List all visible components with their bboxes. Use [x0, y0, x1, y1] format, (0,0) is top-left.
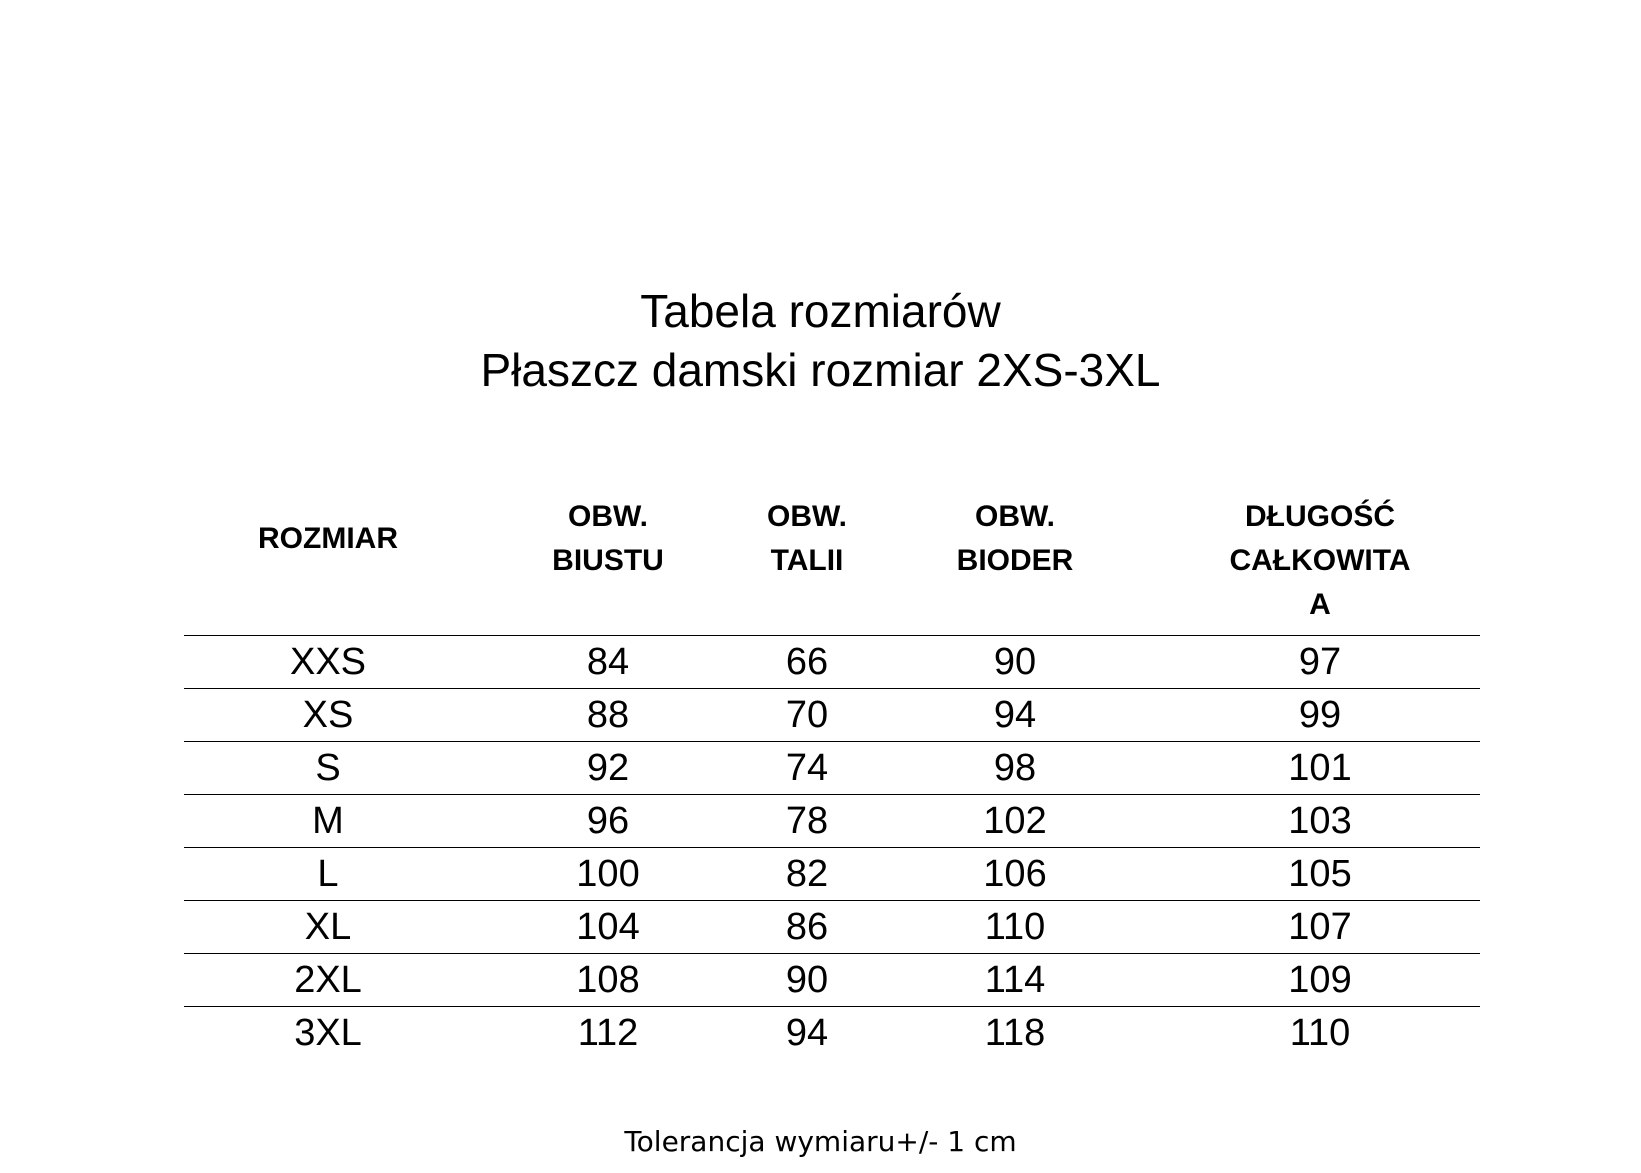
cell-waist: 82	[744, 848, 870, 901]
cell-length: 107	[1160, 901, 1480, 954]
header-line: OBW.	[767, 500, 847, 533]
cell-length: 105	[1160, 848, 1480, 901]
table-row	[184, 901, 1480, 954]
tolerance-note: Tolerancja wymiaru+/- 1 cm	[624, 1125, 1017, 1158]
cell-bust: 112	[577, 1012, 639, 1054]
cell-bust: 92	[472, 742, 744, 795]
table-row	[184, 795, 1480, 848]
cell-size: L	[184, 848, 472, 901]
cell-length: 97	[1160, 636, 1480, 689]
cell-waist: 70	[744, 689, 870, 742]
table-row	[184, 636, 1480, 689]
header-dlugosc-calkowita	[1160, 495, 1480, 636]
cell-size: XS	[184, 689, 472, 742]
header-line: A	[1309, 588, 1331, 621]
cell-bust: 104	[472, 901, 744, 954]
cell-size: M	[184, 795, 472, 848]
page-subtitle: Płaszcz damski rozmiar 2XS-3XL	[480, 344, 1161, 396]
header-obw-biustu	[472, 495, 744, 636]
cell-length: 110	[1289, 1012, 1351, 1054]
header-line: BIODER	[956, 544, 1074, 577]
cell-hips: 110	[870, 901, 1160, 954]
table-row	[184, 954, 1480, 1007]
cell-bust: 100	[472, 848, 744, 901]
cell-bust: 108	[472, 954, 744, 1007]
table-row	[184, 848, 1480, 901]
cell-size: XL	[184, 901, 472, 954]
header-rozmiar	[184, 495, 472, 636]
cell-waist: 74	[744, 742, 870, 795]
cell-waist: 66	[744, 636, 870, 689]
cell-waist: 78	[744, 795, 870, 848]
cell-waist: 94	[785, 1012, 829, 1054]
table-row	[184, 1007, 1480, 1060]
cell-length: 103	[1160, 795, 1480, 848]
cell-length: 109	[1160, 954, 1480, 1007]
size-table	[184, 495, 1480, 1059]
cell-hips: 114	[870, 954, 1160, 1007]
cell-hips: 118	[984, 1012, 1046, 1054]
cell-size: 3XL	[294, 1012, 362, 1054]
cell-length: 99	[1160, 689, 1480, 742]
header-line: CAŁKOWITA	[1229, 544, 1411, 577]
header-line: DŁUGOŚĆ	[1245, 500, 1395, 533]
cell-size: S	[184, 742, 472, 795]
cell-hips: 90	[870, 636, 1160, 689]
header-obw-bioder	[870, 495, 1160, 636]
header-line: TALII	[770, 544, 844, 577]
cell-bust: 88	[472, 689, 744, 742]
cell-length: 101	[1160, 742, 1480, 795]
table-row	[184, 742, 1480, 795]
cell-hips: 94	[870, 689, 1160, 742]
cell-size: 2XL	[184, 954, 472, 1007]
header-obw-talii	[744, 495, 870, 636]
table-header-row	[184, 495, 1480, 636]
header-line: OBW.	[568, 500, 648, 533]
cell-size: XXS	[184, 636, 472, 689]
header-line: BIUSTU	[552, 544, 664, 577]
cell-hips: 102	[870, 795, 1160, 848]
header-line: OBW.	[975, 500, 1055, 533]
cell-bust: 84	[472, 636, 744, 689]
cell-waist: 90	[744, 954, 870, 1007]
header-line: ROZMIAR	[258, 522, 398, 555]
page-title: Tabela rozmiarów	[640, 285, 1001, 337]
table-row	[184, 689, 1480, 742]
cell-bust: 96	[472, 795, 744, 848]
cell-hips: 106	[870, 848, 1160, 901]
cell-hips: 98	[870, 742, 1160, 795]
cell-waist: 86	[744, 901, 870, 954]
